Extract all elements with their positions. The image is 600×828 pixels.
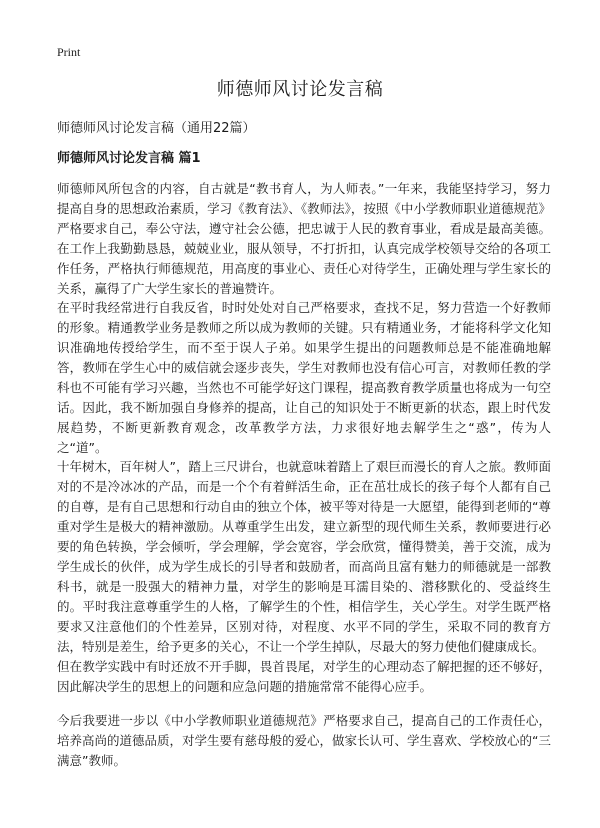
paragraph-3: 十年树木，百年树人”，踏上三尺讲台，也就意味着踏上了艰巨而漫长的育人之旅。教师面对的不是冷冰冰的产品，而是一个个有着鲜活生命，正在茁壮成长的孩子每个人都有自己的自尊，是有自己思想和行动自由的独立个体，被平等对待是一大愿望，能得到老师的“尊重对学生是极大的精神激励。从尊重学生出发，建立新型的现代师生关系，教师要进行必要的角色转换，学会倾听，学会理解，学会宽容，学会欣赏，懂得赞美，善于交流，成为学生成长的伙伴，成为学生成长的引导者和鼓励者，而高尚且富有魅力的师德就是一部教科书，就是一股强大的精神力量，对学生的影响是耳濡目染的、潜移默化的、受益终生的。平时我注意尊重学生的人格，了解学生的个性，相信学生，关心学生。对学生既严格要求又注意他们的个性差异，区别对待，对程度、水平不同的学生，采取不同的教育方法，特别是差生，给予更多的关心，不让一个学生掉队，尽最大的努力使他们健康成长。 — [57, 459, 551, 654]
paragraph-5: 今后我要进一步以《中小学教师职业道德规范》严格要求自己，提高自己的工作责任心，培养高尚的道德品质，对学生要有慈母般的爱心，做家长认可、学生喜欢、学校放心的“三满意”教师。 — [57, 713, 551, 768]
print-link[interactable]: Print — [57, 45, 81, 59]
paragraph-1: 师德师风所包含的内容，自古就是“教书育人，为人师表。”一年来，我能坚持学习，努力提高自身的思想政治素质，学习《教育法》、《教师法》，按照《中小学教师职业道德规范》严格要求自己，奉公守法，遵守社会公德，把忠诚于人民的教育事业，看成是最高美德。在工作上我勤勤恳恳，兢兢业业，服从领导，不打折扣，认真完成学校领导交给的各项工作任务，严格执行师德规范，用高度的事业心、责任心对待学生，正确处理与学生家长的关系，赢得了广大学生家长的普遍赞许。 — [57, 181, 551, 296]
document-subtitle: 师德师风讨论发言稿（通用22篇） — [57, 121, 256, 136]
paragraph-4: 但在教学实践中有时还放不开手脚，畏首畏尾，对学生的心理动态了解把握的还不够好，因此解决学生的思想上的问题和应急问题的措施常常不能得心应手。 — [57, 659, 551, 694]
section-heading: 师德师风讨论发言稿 篇1 — [57, 151, 201, 166]
paragraph-2: 在平时我经常进行自我反省，时时处处对自己严格要求，查找不足，努力营造一个好教师的形象。精通教学业务是教师之所以成为教师的关键。只有精通业务，才能将科学文化知识准确地传授给学生，而不至于误人子弟。如果学生提出的问题教师总是不能准确地解答，教师在学生心中的威信就会逐步丧失，学生对教师也没有信心可言，对教师任教的学科也不可能有学习兴趣，当然也不可能学好这门课程，提高教育教学质量也将成为一句空话。因此，我不断加强自身修养的提高，让自己的知识处于不断更新的状态，跟上时代发展趋势，不断更新教育观念，改革教学方法，力求很好地去解学生之“惑”，传为人之“道”。 — [57, 300, 551, 455]
page-title: 师德师风讨论发言稿 — [216, 79, 384, 100]
